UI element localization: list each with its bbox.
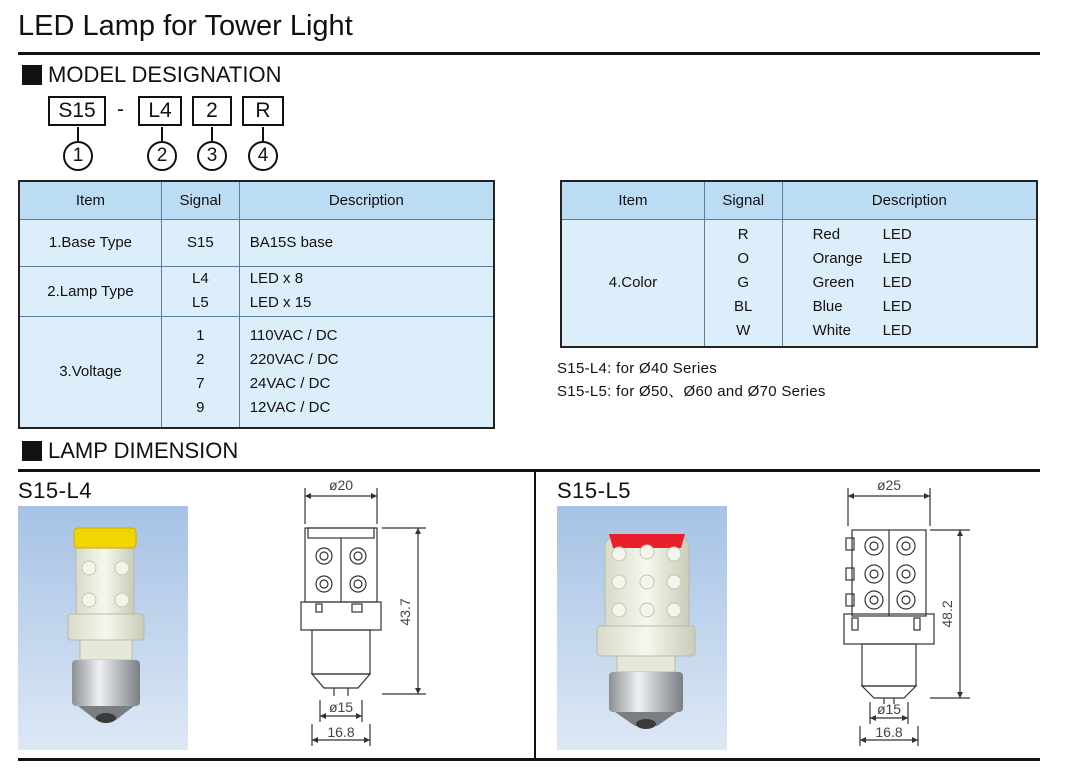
code-tick	[161, 127, 163, 141]
header-description: Description	[239, 181, 494, 219]
signal-value: R	[737, 225, 749, 243]
code-number-3: 3	[197, 141, 227, 171]
square-bullet-icon	[22, 441, 42, 461]
lamp-photo-l5	[557, 506, 727, 750]
code-box-base: S15	[48, 96, 106, 126]
color-line	[813, 295, 1036, 319]
table-row	[561, 219, 1037, 347]
signal-value: W	[736, 321, 751, 339]
header-signal: Signal	[161, 181, 239, 219]
model-designation-label: MODEL DESIGNATION	[48, 62, 282, 87]
dim-base-diameter-l5: ø15	[876, 701, 902, 717]
code-tick	[211, 127, 213, 141]
color-type: LED	[882, 321, 912, 339]
color-line	[813, 271, 1036, 295]
signal-value: S15	[186, 233, 214, 251]
description-value: LED x 15	[249, 294, 312, 311]
table-row	[19, 316, 494, 428]
row-item: 1.Base Type	[19, 219, 161, 266]
signal-value: G	[737, 273, 750, 291]
description-value: BA15S base	[249, 233, 334, 251]
description-value: 110VAC / DC	[249, 326, 338, 344]
signal-value: L4	[191, 270, 209, 287]
description-value: LED x 8	[249, 270, 304, 287]
lamp-drawing-l5	[830, 476, 1000, 748]
code-box-color: R	[242, 96, 284, 126]
code-number-1: 1	[63, 141, 93, 171]
color-type: LED	[882, 297, 912, 315]
color-line	[813, 319, 1036, 343]
row-descriptions	[782, 219, 1037, 347]
page-title: LED Lamp for Tower Light	[18, 10, 353, 42]
model-label-l4: S15-L4	[18, 478, 92, 503]
series-note-l4: S15-L4: for Ø40 Series	[557, 360, 718, 377]
row-signals	[161, 316, 239, 428]
table-row	[19, 219, 494, 266]
header-item: Item	[19, 181, 161, 219]
color-name: Blue	[812, 297, 843, 315]
row-item: 4.Color	[561, 219, 704, 347]
dim-height-l4: 43.7	[397, 598, 413, 626]
color-type: LED	[882, 249, 912, 267]
model-designation-heading	[22, 62, 281, 88]
row-item: 3.Voltage	[19, 316, 161, 428]
row-descriptions	[239, 316, 494, 428]
table-row	[19, 266, 494, 316]
color-name: Green	[812, 273, 855, 291]
signal-value: L5	[191, 294, 209, 311]
dim-base-diameter-l4: ø15	[328, 699, 354, 715]
color-type: LED	[882, 273, 912, 291]
dimension-divider	[534, 472, 536, 758]
signal-value: 1	[196, 326, 205, 344]
model-label-l5: S15-L5	[557, 478, 631, 503]
dimension-rule-bottom	[18, 758, 1040, 761]
header-item: Item	[561, 181, 704, 219]
code-tick	[77, 127, 79, 141]
dim-top-diameter-l5: ø25	[876, 477, 902, 493]
lamp-photo-l4	[18, 506, 188, 750]
color-name: White	[812, 321, 851, 339]
lamp-drawing-l4	[286, 476, 446, 748]
lamp-dimension-label: LAMP DIMENSION	[48, 438, 239, 463]
row-descriptions	[239, 266, 494, 316]
square-bullet-icon	[22, 65, 42, 85]
row-descriptions	[239, 219, 494, 266]
description-value: 12VAC / DC	[249, 398, 331, 416]
spec-table-2	[560, 180, 1038, 348]
signal-value: O	[737, 249, 750, 267]
row-signals	[161, 219, 239, 266]
color-name: Orange	[812, 249, 863, 267]
title-rule	[18, 52, 1040, 55]
row-signals	[704, 219, 782, 347]
dim-top-diameter-l4: ø20	[328, 477, 354, 493]
color-line	[813, 223, 1036, 247]
code-number-4: 4	[248, 141, 278, 171]
spec-table-1	[18, 180, 495, 429]
code-number-2: 2	[147, 141, 177, 171]
code-dash: -	[117, 98, 124, 121]
color-type: LED	[882, 225, 912, 243]
signal-value: 2	[196, 350, 205, 368]
header-description: Description	[782, 181, 1037, 219]
lamp-dimension-heading	[22, 438, 238, 464]
header-signal: Signal	[704, 181, 782, 219]
dim-height-l5: 48.2	[939, 600, 955, 628]
code-tick	[262, 127, 264, 141]
row-item: 2.Lamp Type	[19, 266, 161, 316]
color-name: Red	[812, 225, 841, 243]
dim-width-l5: 16.8	[875, 724, 903, 740]
dim-width-l4: 16.8	[327, 724, 355, 740]
signal-value: 9	[196, 398, 205, 416]
series-note-l5: S15-L5: for Ø50、Ø60 and Ø70 Series	[557, 383, 826, 400]
dimension-rule-top	[18, 469, 1040, 472]
color-line	[813, 247, 1036, 271]
signal-value: 7	[196, 374, 205, 392]
row-signals	[161, 266, 239, 316]
description-value: 24VAC / DC	[249, 374, 331, 392]
code-box-lamp: L4	[138, 96, 182, 126]
signal-value: BL	[734, 297, 753, 315]
description-value: 220VAC / DC	[249, 350, 339, 368]
code-box-voltage: 2	[192, 96, 232, 126]
